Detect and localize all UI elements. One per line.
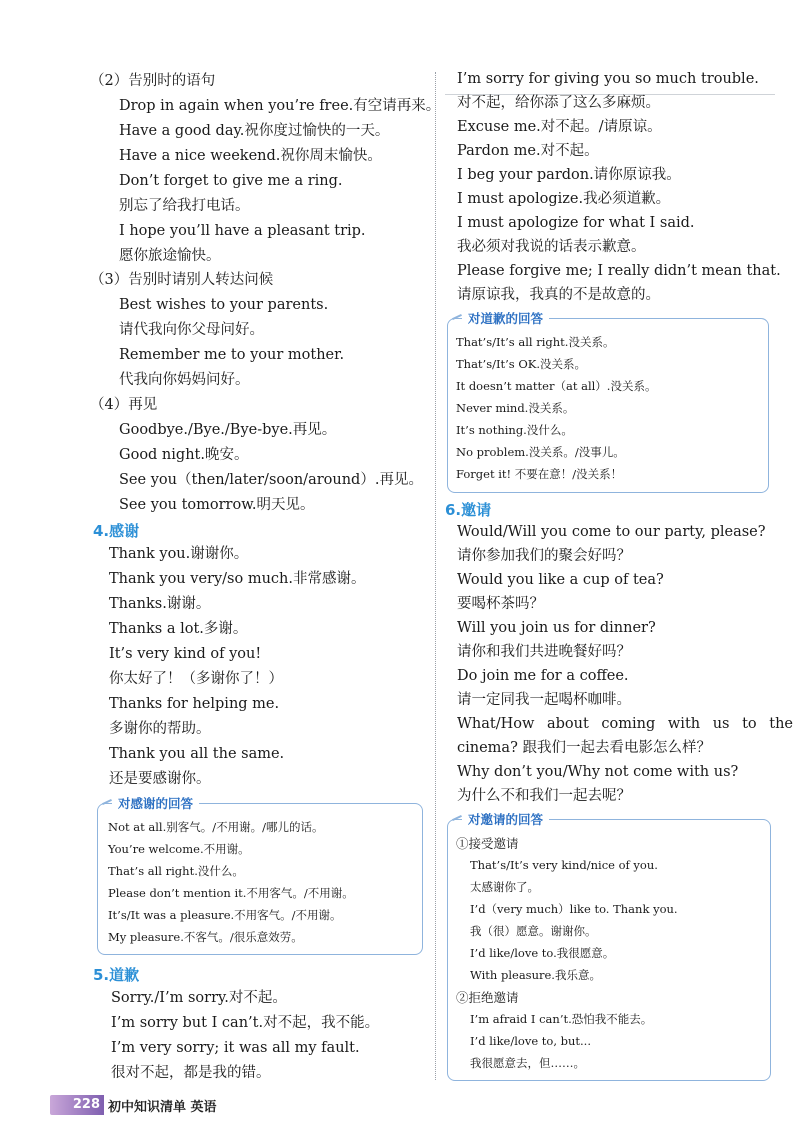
thanks-line: Thank you.谢谢你。 [109, 546, 249, 562]
invitation-reply-box [447, 812, 771, 1081]
goodbye-line: Good night.晚安。 [119, 447, 249, 463]
apology-line: I beg your pardon.请你原谅我。 [457, 167, 681, 183]
accept-line: I’d like/love to.我很愿意。 [470, 946, 615, 960]
decline-line: I’d like/love to, but... [470, 1034, 591, 1048]
apology-line: Sorry./I’m sorry.对不起。 [111, 990, 287, 1006]
thanks-heading: 4.感谢 [93, 522, 140, 540]
invitation-line: 为什么不和我们一起去呢？ [457, 788, 631, 804]
accept-line: 太感谢你了。 [470, 880, 539, 894]
accept-line: With pleasure.我乐意。 [470, 968, 601, 982]
regards-line: Remember me to your mother. [119, 347, 345, 363]
apology-reply-line: Forget it! 不要在意！/没关系！ [456, 467, 623, 481]
goodbye-line: See you tomorrow.明天见。 [119, 497, 315, 513]
invitation-line: cinema? 跟我们一起去看电影怎么样？ [457, 740, 711, 756]
accept-line: That’s/It’s very kind/nice of you. [470, 858, 658, 872]
invitation-line: 请你参加我们的聚会好吗？ [457, 548, 631, 564]
farewell-title: （2）告别时的语句 [90, 73, 216, 89]
apology-line: 请原谅我，我真的不是故意的。 [457, 287, 660, 303]
invitation-reply-title: 对邀请的回答 [462, 810, 549, 828]
thanks-reply-line: That’s all right.没什么。 [108, 864, 244, 878]
apology-reply-line: Never mind.没关系。 [456, 401, 575, 415]
column-divider [435, 72, 436, 1080]
thanks-reply-line: It’s/It was a pleasure.不用客气。/不用谢。 [108, 908, 342, 922]
invitation-line: Why don’t you/Why not come with us? [457, 764, 739, 780]
regards-line: 代我向你妈妈问好。 [119, 372, 250, 388]
thanks-line: Thank you all the same. [109, 746, 285, 762]
page-number: 228 [50, 1095, 104, 1115]
apology-heading: 5.道歉 [93, 966, 140, 984]
invitation-heading: 6.邀请 [445, 501, 492, 519]
goodbye-line: Goodbye./Bye./Bye-bye.再见。 [119, 422, 337, 438]
apology-line: I’m sorry for giving you so much trouble. [457, 71, 759, 87]
apology-reply-line: That’s/It’s OK.没关系。 [456, 357, 587, 371]
invitation-line: What/How about coming with us to the [457, 716, 794, 732]
apology-reply-line: It doesn’t matter（at all）.没关系。 [456, 379, 657, 393]
farewell-line: 愿你旅途愉快。 [119, 248, 221, 264]
accept-line: 我（很）愿意。谢谢你。 [470, 924, 597, 938]
goodbye-title: （4）再见 [90, 397, 158, 413]
book-title: 初中知识清单 英语 [108, 1100, 217, 1115]
apology-reply-line: That’s/It’s all right.没关系。 [456, 335, 615, 349]
thanks-line: 多谢你的帮助。 [109, 721, 211, 737]
farewell-line: Don’t forget to give me a ring. [119, 173, 343, 189]
decline-line: I’m afraid I can’t.恐怕我不能去。 [470, 1012, 653, 1026]
apology-line: 很对不起，都是我的错。 [111, 1065, 271, 1081]
farewell-line: 别忘了给我打电话。 [119, 198, 250, 214]
farewell-line: I hope you’ll have a pleasant trip. [119, 223, 366, 239]
thanks-line: Thanks for helping me. [109, 696, 280, 712]
invitation-line: Do join me for a coffee. [457, 668, 629, 684]
farewell-line: Have a good day.祝你度过愉快的一天。 [119, 123, 390, 139]
thanks-reply-line: You’re welcome.不用谢。 [108, 842, 250, 856]
thanks-line: It’s very kind of you! [109, 646, 262, 662]
farewell-line: Drop in again when you’re free.有空请再来。 [119, 98, 441, 114]
thanks-line: Thanks.谢谢。 [109, 596, 211, 612]
apology-reply-box [447, 311, 769, 493]
apology-line: Pardon me.对不起。 [457, 143, 599, 159]
apology-line: I must apologize for what I said. [457, 215, 695, 231]
thanks-line: Thank you very/so much.非常感谢。 [109, 571, 366, 587]
invitation-line: 要喝杯茶吗？ [457, 596, 544, 612]
invitation-line: Will you join us for dinner? [457, 620, 656, 636]
apology-line: I’m very sorry; it was all my fault. [111, 1040, 360, 1056]
farewell-line: Have a nice weekend.祝你周末愉快。 [119, 148, 382, 164]
thanks-line: Thanks a lot.多谢。 [109, 621, 248, 637]
regards-line: Best wishes to your parents. [119, 297, 329, 313]
invitation-line: Would/Will you come to our party, please? [457, 524, 766, 540]
apology-line: 对不起，给你添了这么多麻烦。 [457, 95, 660, 111]
apology-reply-line: It’s nothing.没什么。 [456, 423, 573, 437]
thanks-line: 还是要感谢你。 [109, 771, 211, 787]
invitation-line: Would you like a cup of tea? [457, 572, 664, 588]
decline-label: ②拒绝邀请 [456, 990, 519, 1005]
apology-reply-line: No problem.没关系。/没事儿。 [456, 445, 625, 459]
regards-title: （3）告别时请别人转达问候 [90, 272, 274, 288]
thanks-reply-line: My pleasure.不客气。/很乐意效劳。 [108, 930, 303, 944]
apology-line: Please forgive me; I really didn’t mean that. [457, 263, 781, 279]
apology-line: I’m sorry but I can’t.对不起，我不能。 [111, 1015, 380, 1031]
thanks-reply-box [97, 796, 423, 955]
apology-line: I must apologize.我必须道歉。 [457, 191, 671, 207]
invitation-line: 请你和我们共进晚餐好吗？ [457, 644, 631, 660]
goodbye-line: See you（then/later/soon/around）.再见。 [119, 472, 423, 488]
apology-line: Excuse me.对不起。/请原谅。 [457, 119, 662, 135]
invitation-line: 请一定同我一起喝杯咖啡。 [457, 692, 631, 708]
thanks-reply-line: Please don’t mention it.不用客气。/不用谢。 [108, 886, 354, 900]
decline-line: 我很愿意去，但……。 [470, 1056, 585, 1070]
apology-line: 我必须对我说的话表示歉意。 [457, 239, 646, 255]
accept-line: I’d（very much）like to. Thank you. [470, 902, 678, 916]
thanks-line: 你太好了！（多谢你了！） [109, 671, 283, 687]
apology-reply-title: 对道歉的回答 [462, 309, 549, 327]
accept-label: ①接受邀请 [456, 836, 519, 851]
thanks-reply-title: 对感谢的回答 [112, 794, 199, 812]
regards-line: 请代我向你父母问好。 [119, 322, 264, 338]
thanks-reply-line: Not at all.别客气。/不用谢。/哪儿的话。 [108, 820, 324, 834]
